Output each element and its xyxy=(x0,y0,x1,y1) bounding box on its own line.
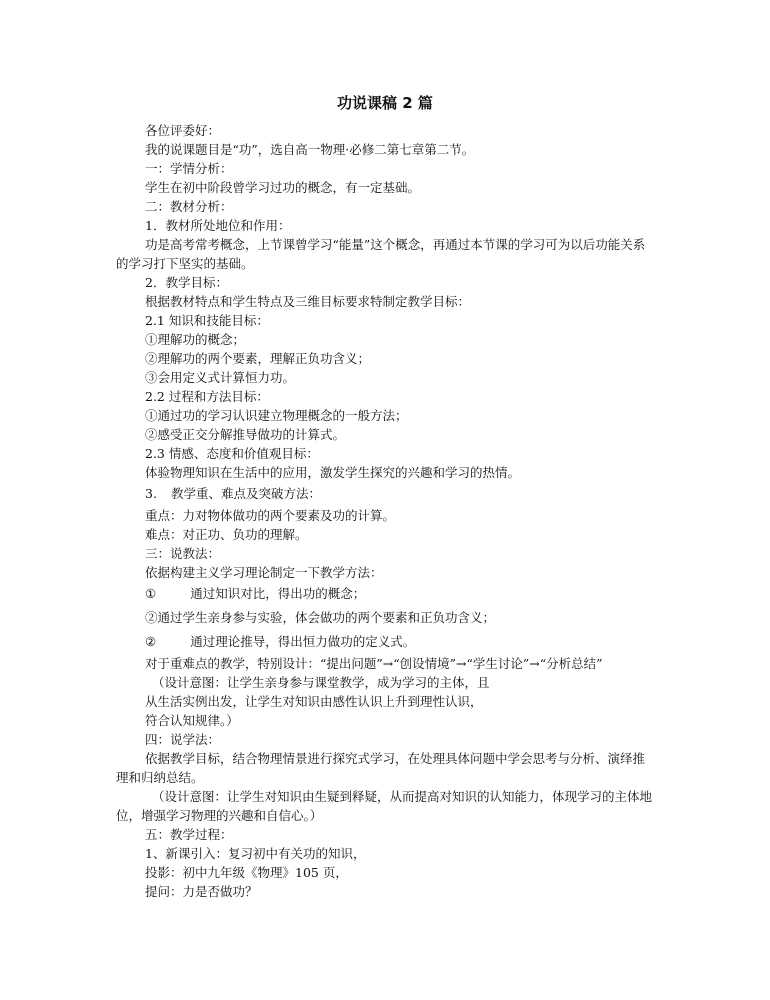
section-heading: 三：说教法： xyxy=(145,546,221,561)
document-body xyxy=(0,121,770,901)
text-line: 学生在初中阶段曾学习过功的概念，有一定基础。 xyxy=(145,180,421,195)
text-line: 依据构建主义学习理论制定一下教学方法： xyxy=(145,565,383,580)
text-line: 提问：力是否做功？ xyxy=(145,884,258,899)
list-item: ③会用定义式计算恒力功。 xyxy=(145,370,296,385)
subsection-heading: 2．教学目标： xyxy=(145,275,228,290)
list-item: ①理解功的概念； xyxy=(145,332,246,347)
text-line: （设计意图：让学生亲身参与课堂教学，成为学习的主体，且 xyxy=(152,675,490,690)
list-item: ①通过功的学习认识建立物理概念的一般方法； xyxy=(145,408,408,423)
document-title: 功说课稿 2 篇 xyxy=(337,94,433,112)
text-line: 我的说课题目是“功”，选自高一物理·必修二第七章第二节。 xyxy=(145,142,475,157)
text-line: 符合认知规律。） xyxy=(145,713,239,728)
subsection-heading: 1．教材所处地位和作用： xyxy=(145,218,291,233)
paragraph: （设计意图：让学生对知识由生疑到释疑，从而提高对知识的认知能力，体现学习的主体地位，增强学习物理的兴趣和自信心。） xyxy=(116,789,653,823)
text-line: 体验物理知识在生活中的应用，激发学生探究的兴趣和学习的热情。 xyxy=(145,465,521,480)
subsection-heading-3 xyxy=(0,482,770,506)
text-line: 重点：力对物体做功的两个要素及功的计算。 xyxy=(145,508,396,523)
list-text: 通过知识对比，得出功的概念； xyxy=(190,586,366,601)
list-item xyxy=(0,630,770,654)
list-item xyxy=(0,582,770,606)
subsection-heading: 2.3 情感、态度和价值观目标： xyxy=(145,446,319,461)
text-line: 从生活实例出发，让学生对知识由感性认识上升到理性认识， xyxy=(145,694,483,709)
text-line: 1、新课引入：复习初中有关功的知识， xyxy=(145,846,366,861)
paragraph: 依据教学目标，结合物理情景进行探究式学习，在处理具体问题中学会思考与分析、演绎推理和归纳总结。 xyxy=(116,751,646,785)
paragraph: 功是高考常考概念，上节课曾学习“能量”这个概念，再通过本节课的学习可为以后功能关系的学习打下坚实的基础。 xyxy=(116,237,646,271)
text-line: 根据教材特点和学生特点及三维目标要求特制定教学目标： xyxy=(145,294,471,309)
section-heading: 一：学情分析： xyxy=(145,161,233,176)
list-text: 通过理论推导，得出恒力做功的定义式。 xyxy=(190,634,416,649)
list-item: ②理解功的两个要素，理解正负功含义； xyxy=(145,351,371,366)
subsection-heading: 2.2 过程和方法目标： xyxy=(145,389,269,404)
subsection-heading: 2.1 知识和技能目标： xyxy=(145,313,269,328)
subsection-text: 教学重、难点及突破方法： xyxy=(170,486,321,501)
section-heading: 四：说学法： xyxy=(145,732,221,747)
text-line: 投影：初中九年级《物理》105 页， xyxy=(145,865,348,880)
list-marker: ① xyxy=(145,586,157,601)
list-marker: ② xyxy=(145,634,157,649)
paragraph: 对于重难点的教学，特别设计：“提出问题”→“创设情境”→“学生讨论”→“分析总结” xyxy=(145,656,603,671)
section-heading: 二：教材分析： xyxy=(145,199,233,214)
text-line: 各位评委好： xyxy=(145,123,221,138)
text-line: 难点：对正功、负功的理解。 xyxy=(145,527,308,542)
list-item: ②感受正交分解推导做功的计算式。 xyxy=(145,427,346,442)
subsection-number: 3. xyxy=(145,486,157,501)
section-heading: 五：教学过程： xyxy=(145,827,233,842)
list-item: ②通过学生亲身参与实验，体会做功的两个要素和正负功含义； xyxy=(145,610,496,625)
